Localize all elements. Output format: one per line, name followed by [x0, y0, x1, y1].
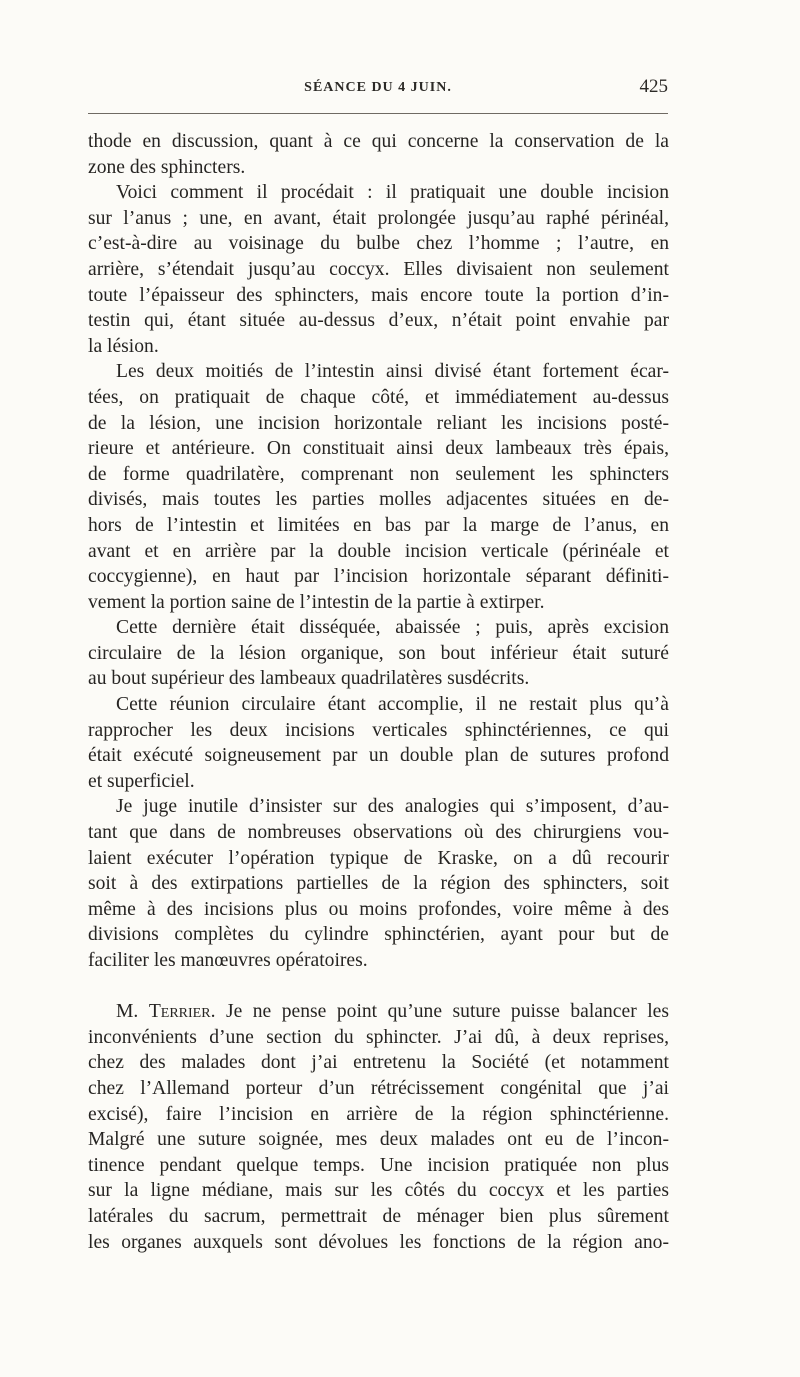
paragraph [88, 692, 669, 794]
speaker-first-line [88, 999, 669, 1025]
text-line: laient exécuter l’opération typique de Kraske, on a dû recourir [88, 847, 669, 869]
paragraph-gap [88, 974, 669, 1000]
text-line: faciliter les manœuvres opératoires. [88, 950, 368, 971]
paragraph [88, 794, 669, 973]
text-line: sur l’anus ; une, en avant, était prolongée jusqu’au raphé périnéal, [88, 207, 669, 229]
paragraph [88, 359, 669, 615]
body-text [88, 129, 669, 1255]
text-line: Voici comment il procédait : il pratiquait une double incision [116, 182, 669, 204]
header-title: SÉANCE DU 4 JUIN. [304, 80, 452, 95]
text-line: latérales du sacrum, permettrait de ménager bien plus sûrement [88, 1205, 669, 1227]
text-line: Malgré une suture soignée, mes deux malades ont eu de l’incon- [88, 1129, 669, 1151]
text-line: tant que dans de nombreuses observations où des chirurgiens vou- [88, 822, 669, 844]
text-line: sur la ligne médiane, mais sur les côtés du coccyx et les parties [88, 1180, 669, 1202]
paragraph [88, 180, 669, 359]
text-line: avant et en arrière par la double incision verticale (périnéale et [88, 540, 669, 562]
text-line: coccygienne), en haut par l’incision horizontale séparant définiti- [88, 566, 669, 588]
text-line: était exécuté soigneusement par un double plan de sutures profond [88, 745, 669, 767]
text-line: Cette réunion circulaire étant accomplie, il ne restait plus qu’à [116, 694, 669, 716]
text-line: rieure et antérieure. On constituait ainsi deux lambeaux très épais, [88, 438, 669, 460]
text-line: c’est-à-dire au voisinage du bulbe chez l’homme ; l’autre, en [88, 233, 669, 255]
text-line: chez des malades dont j’ai entretenu la Société (et notamment [88, 1052, 669, 1074]
text-line: Les deux moitiés de l’intestin ainsi divisé étant fortement écar- [116, 361, 669, 383]
text-line: divisions complètes du cylindre sphinctérien, ayant pour but de [88, 924, 669, 946]
speaker-prefix: M. [116, 1001, 149, 1023]
text-line: tées, on pratiquait de chaque côté, et immédiatement au-dessus [88, 386, 669, 408]
text-line: même à des incisions plus ou moins profondes, voire même à des [88, 898, 669, 920]
text-line: de la lésion, une incision horizontale reliant les incisions posté- [88, 412, 669, 434]
text-line: rapprocher les deux incisions verticales sphinctériennes, ce qui [88, 719, 669, 741]
text-line: de forme quadrilatère, comprenant non seulement les sphincters [88, 463, 669, 485]
text-line: les organes auxquels sont dévolues les fonctions de la région ano- [88, 1231, 669, 1253]
running-header [88, 76, 668, 102]
text-line: tinence pendant quelque temps. Une incision pratiquée non plus [88, 1154, 669, 1176]
text-line: testin qui, étant située au-dessus d’eux, n’était point envahie par [88, 310, 669, 332]
speaker-name: Terrier [148, 1001, 211, 1023]
header-rule [88, 113, 668, 114]
text-line: arrière, s’étendait jusqu’au coccyx. Elles divisaient non seulement [88, 258, 669, 280]
text-line: zone des sphincters. [88, 156, 246, 178]
text-line: la lésion. [88, 335, 159, 357]
text-line: hors de l’intestin et limitées en bas par la marge de l’anus, en [88, 514, 669, 536]
text-line: chez l’Allemand porteur d’un rétrécissement congénital que j’ai [88, 1077, 669, 1099]
text-line: inconvénients d’une section du sphincter. J’ai dû, à deux reprises, [88, 1026, 669, 1048]
text-line: soit à des extirpations partielles de la région des sphincters, soit [88, 873, 669, 895]
text-line: et superficiel. [88, 770, 195, 792]
paragraph [88, 615, 669, 692]
text-line: circulaire de la lésion organique, son bout inférieur était suturé [88, 642, 669, 664]
text-line: toute l’épaisseur des sphincters, mais encore toute la portion d’in- [88, 284, 669, 306]
speaker-first-line-text: . Je ne pense point qu’une suture puisse balancer les [210, 1001, 669, 1023]
page-number: 425 [639, 76, 668, 97]
text-line: Je juge inutile d’insister sur des analogies qui s’imposent, d’au- [116, 796, 669, 818]
paragraph [88, 129, 669, 180]
text-line: excisé), faire l’incision en arrière de la région sphinctérienne. [88, 1103, 669, 1125]
speaker-paragraph [88, 999, 669, 1255]
text-line: Cette dernière était disséquée, abaissée ; puis, après excision [116, 617, 669, 639]
text-line: vement la portion saine de l’intestin de la partie à extirper. [88, 591, 545, 613]
text-line: divisés, mais toutes les parties molles adjacentes situées en de- [88, 489, 669, 511]
text-line: au bout supérieur des lambeaux quadrilatères susdécrits. [88, 668, 530, 690]
text-line: thode en discussion, quant à ce qui concerne la conservation de la [88, 131, 669, 152]
